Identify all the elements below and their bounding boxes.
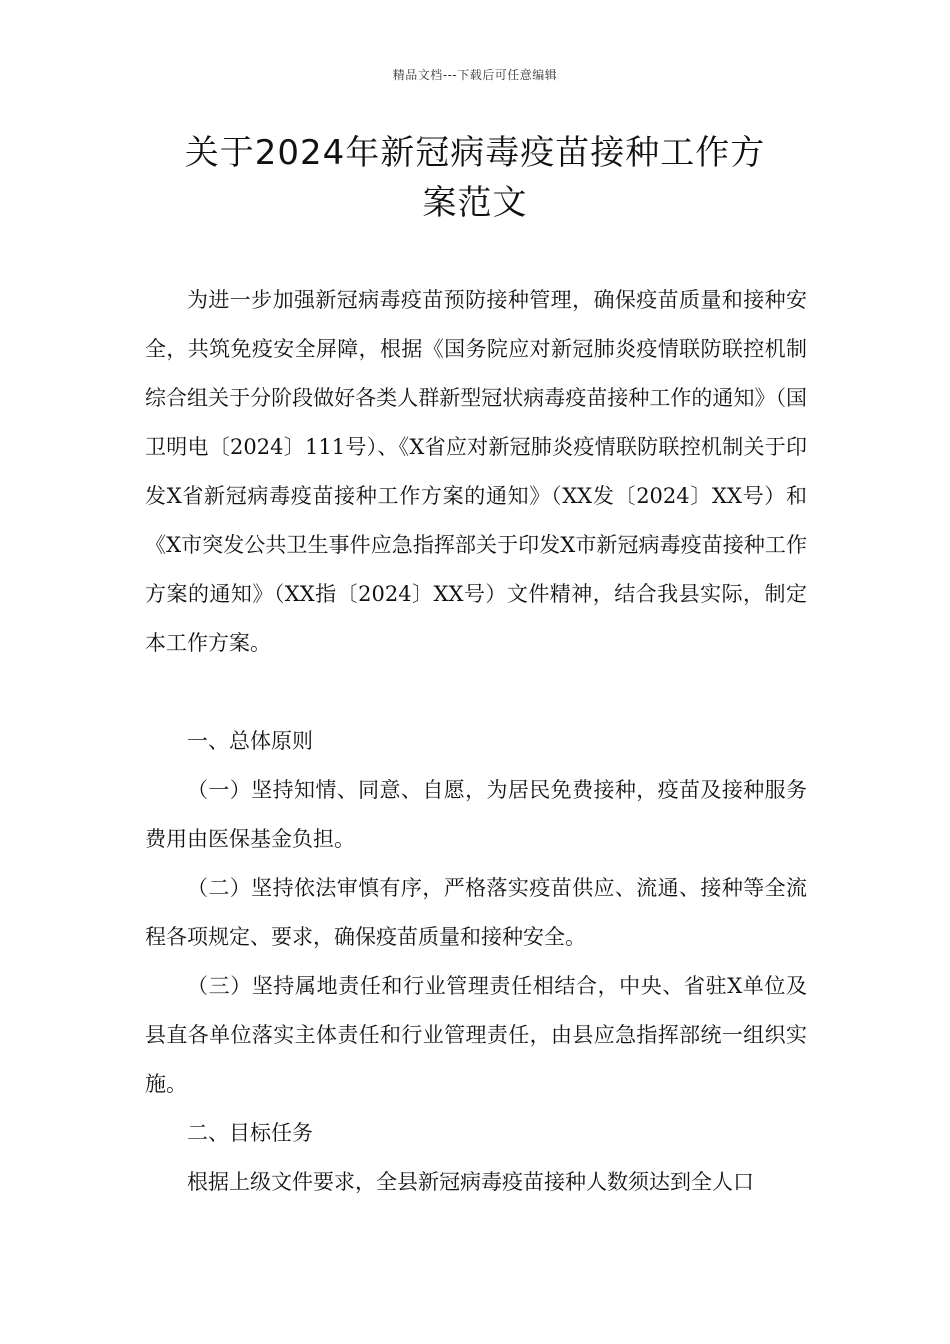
principle-item-2: （二）坚持依法审慎有序，严格落实疫苗供应、流通、接种等全流程各项规定、要求，确保疫苗质量和接种安全。 [145, 876, 807, 949]
principle-item-1: （一）坚持知情、同意、自愿，为居民免费接种，疫苗及接种服务费用由医保基金负担。 [145, 778, 807, 851]
page-header: 精品文档---下载后可任意编辑 [392, 68, 558, 82]
document-body [145, 276, 807, 1207]
document-title-line-1: 关于2024年新冠病毒疫苗接种工作方 [184, 133, 766, 173]
principle-item-3: （三）坚持属地责任和行业管理责任相结合，中央、省驻X单位及县直各单位落实主体责任和行业管理责任，由县应急指挥部统一组织实施。 [145, 974, 807, 1096]
section-heading-goals: 二、目标任务 [187, 1121, 313, 1145]
goals-paragraph: 根据上级文件要求，全县新冠病毒疫苗接种人数须达到全人口 [187, 1170, 754, 1194]
section-heading-general-principles: 一、总体原则 [187, 729, 313, 753]
document-title-line-2: 案范文 [422, 183, 528, 223]
document-title [145, 128, 805, 228]
intro-paragraph: 为进一步加强新冠病毒疫苗预防接种管理，确保疫苗质量和接种安全，共筑免疫安全屏障，根据《国务院应对新冠肺炎疫情联防联控机制综合组关于分阶段做好各类人群新型冠状病毒疫苗接种工作的通知》（国卫明电〔2024〕111号）、《X省应对新冠肺炎疫情联防联控机制关于印发X省新冠病毒疫苗接种工作方案的通知》（XX发〔2024〕XX号）和《X市突发公共卫生事件应急指挥部关于印发X市新冠病毒疫苗接种工作方案的通知》（XX指〔2024〕XX号）文件精神，结合我县实际，制定本工作方案。 [145, 288, 807, 655]
